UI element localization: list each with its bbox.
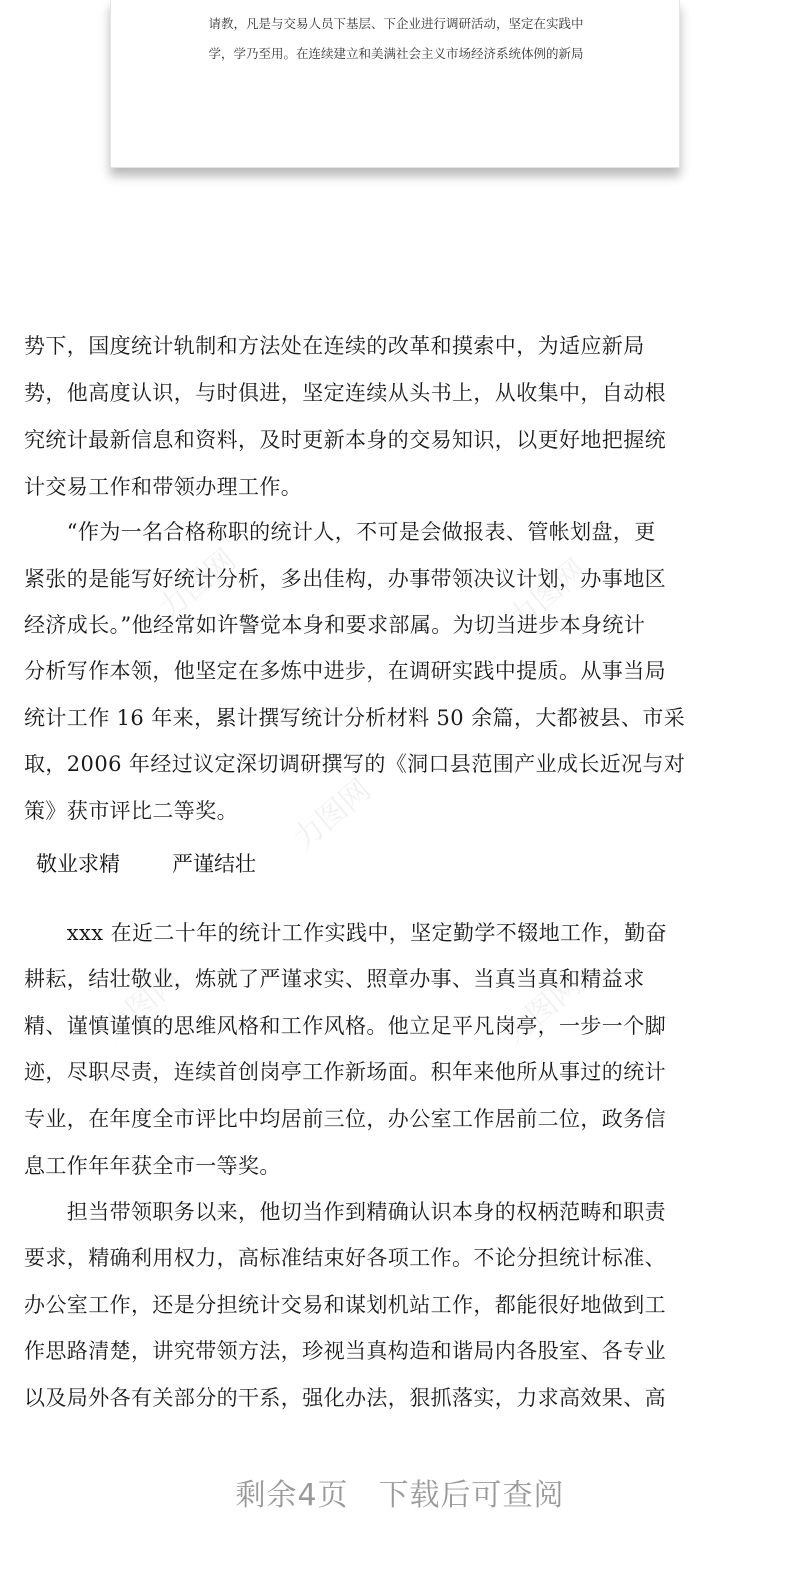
body-text-line: 计交易工作和带领办理工作。 bbox=[24, 475, 303, 499]
body-text-line: “作为一名合格称职的统计人，不可是会做报表、管帐划盘，更 bbox=[24, 520, 656, 544]
remaining-pages-label: 剩余4页 bbox=[235, 1478, 349, 1513]
body-text-line: xxx 在近二十年的统计工作实践中，坚定勤学不辍地工作，勤奋 bbox=[24, 921, 668, 945]
body-text-line: 担当带领职务以来，他切当作到精确认识本身的权柄范畴和职责 bbox=[24, 1200, 666, 1224]
body-text-line: 息工作年年获全市一等奖。 bbox=[24, 1154, 281, 1178]
body-text-line: 要求，精确利用权力，高标准结束好各项工作。不论分担统计标准、 bbox=[24, 1246, 666, 1270]
body-text-line: 以及局外各有关部分的干系，强化办法，狠抓落实，力求高效果、高 bbox=[24, 1386, 666, 1410]
watermark: 力图网 bbox=[96, 962, 188, 1048]
preview-text-line: 学，学乃至用。在连续建立和美满社会主义市场经济系统体例的新局 bbox=[208, 46, 584, 61]
section-heading-left: 敬业求精 bbox=[36, 852, 120, 876]
preview-text-line: 请教，凡是与交易人员下基层、下企业进行调研活动，坚定在实践中 bbox=[208, 16, 584, 31]
body-text-line: 精、谨慎谨慎的思维风格和工作风格。他立足平凡岗亭，一步一个脚 bbox=[24, 1014, 666, 1038]
watermark: 力图网 bbox=[501, 552, 593, 638]
body-text-line: 办公室工作，还是分担统计交易和谋划机站工作，都能很好地做到工 bbox=[24, 1293, 666, 1317]
body-text-line: 迹，尽职尽责，连续首创岗亭工作新场面。积年来他所从事过的统计 bbox=[24, 1060, 666, 1084]
body-text-line: 势下，国度统计轨制和方法处在连续的改革和摸索中，为适应新局 bbox=[24, 334, 645, 358]
body-text-line: 究统计最新信息和资料，及时更新本身的交易知识，以更好地把握统 bbox=[24, 428, 666, 452]
section-heading bbox=[36, 848, 256, 878]
body-text-line: 作思路清楚，讲究带领方法，珍视当真构造和谐局内各股室、各专业 bbox=[24, 1339, 666, 1363]
previous-page-preview bbox=[110, 0, 680, 168]
body-text-line: 专业，在年度全市评比中均居前三位，办公室工作居前二位，政务信 bbox=[24, 1107, 666, 1131]
download-prompt[interactable] bbox=[0, 1470, 800, 1514]
watermark: 力图网 bbox=[496, 967, 588, 1053]
body-text-line: 取，2006 年经过议定深切调研撰写的《洞口县范围产业成长近况与对 bbox=[24, 752, 686, 776]
body-text-line: 策》获市评比二等奖。 bbox=[24, 799, 238, 823]
watermark: 力图网 bbox=[286, 772, 378, 858]
body-text-line: 势，他高度认识，与时俱进，坚定连续从头书上，从收集中，自动根 bbox=[24, 381, 666, 405]
body-text-line: 耕耘，结壮敬业，炼就了严谨求实、照章办事、当真当真和精益求 bbox=[24, 967, 645, 991]
body-text-line: 分析写作本领，他坚定在多炼中进步，在调研实践中提质。从事当局 bbox=[24, 659, 666, 683]
body-text-line: 经济成长。”他经常如许警觉本身和要求部属。为切当进步本身统计 bbox=[24, 613, 646, 637]
body-text-line: 统计工作 16 年来，累计撰写统计分析材料 50 余篇，大都被县、市采 bbox=[24, 706, 686, 730]
body-text-line: 紧张的是能写好统计分析，多出佳构，办事带领决议计划，办事地区 bbox=[24, 567, 666, 591]
section-heading-right: 严谨结壮 bbox=[172, 852, 256, 876]
watermark: 力图网 bbox=[151, 542, 243, 628]
download-to-view-link[interactable]: 下载后可查阅 bbox=[378, 1478, 565, 1513]
